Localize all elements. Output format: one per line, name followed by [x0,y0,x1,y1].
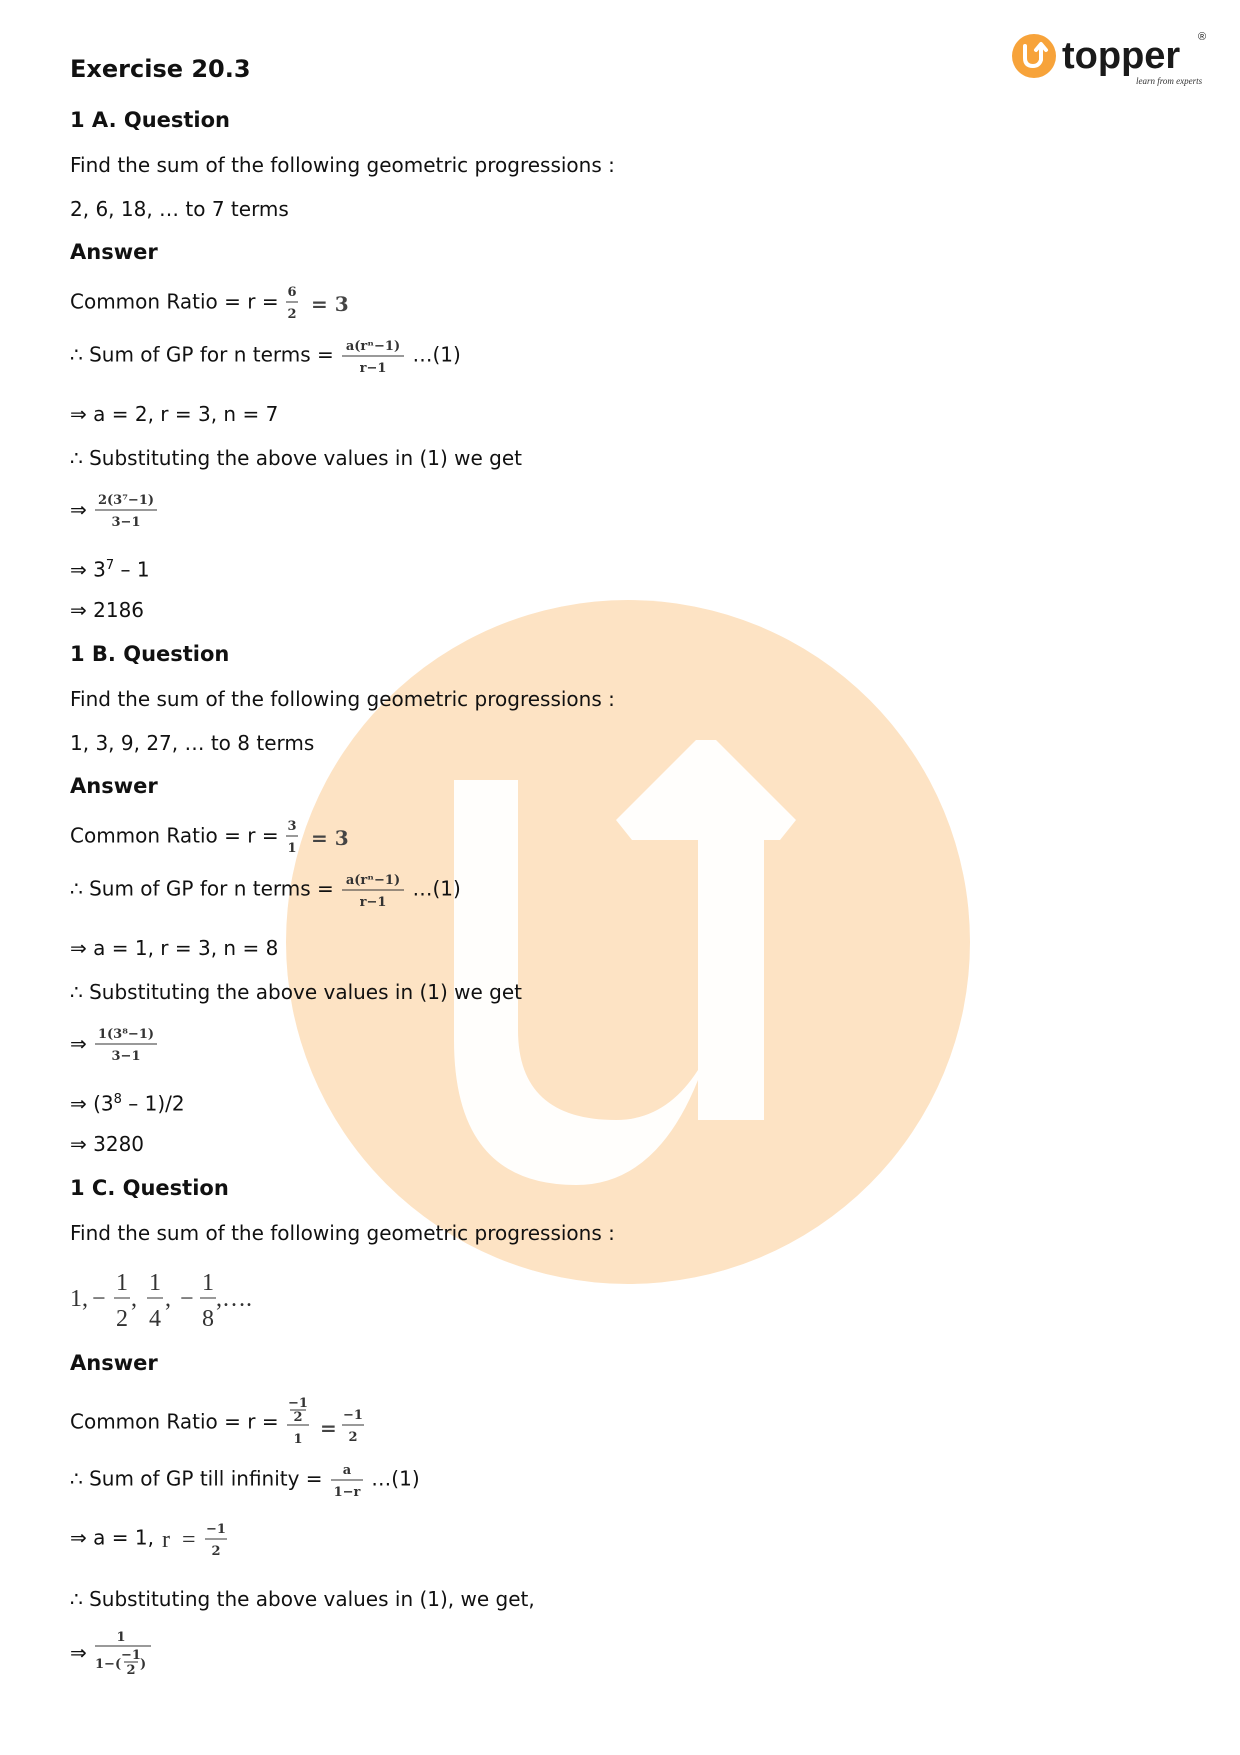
q1a-ratio-num: 6 [287,285,297,300]
q1a-step1-fraction [93,490,159,532]
q1c-values-eq: = [182,1527,196,1553]
q1c-term2-num: 1 [116,1270,128,1296]
q1c-sum-line [70,1460,420,1500]
q1c-series-expression [70,1264,260,1332]
q1c-values-num: −1 [206,1522,227,1537]
q1c-ratio-compound-fraction [285,1395,367,1451]
q1a-sum-num: a(rⁿ−1) [346,339,401,354]
q1a-result: ⇒ 2186 [70,598,145,622]
q1a-step2-base: ⇒ 3 [70,557,106,582]
q1c-term2-sign: − [92,1286,106,1312]
logo-brand: topper [1062,35,1181,77]
q1a-heading: 1 A. Question [70,108,231,132]
q1a-sum-line [70,336,461,376]
q1a-step2 [70,553,150,583]
q1c-term3-den: 4 [149,1306,161,1332]
q1c-final-den-post: ) [140,1657,147,1672]
logo-registered: ® [1198,31,1207,43]
q1c-ratio-res-den: 2 [348,1430,358,1445]
q1c-sum-num: a [342,1463,352,1478]
q1c-heading: 1 C. Question [70,1176,229,1200]
q1b-substitution: ∴ Substituting the above values in (1) we get [70,980,523,1004]
q1c-series [70,1264,260,1338]
q1a-sum-ref: …(1) [412,342,461,367]
q1a-substitution: ∴ Substituting the above values in (1) we get [70,446,523,470]
q1c-ratio-line [70,1395,367,1451]
q1a-answer-label: Answer [70,240,158,264]
q1b-sum-num: a(rⁿ−1) [346,873,401,888]
q1c-sep1: , [131,1286,137,1312]
q1c-final-num: 1 [116,1630,126,1645]
q1b-step1-arrow: ⇒ [70,1031,87,1056]
q1b-ratio-line [70,817,355,857]
q1b-step1-den: 3−1 [111,1049,141,1064]
q1a-sum-fraction [340,336,406,376]
q1b-step2 [70,1087,185,1117]
q1c-ratio-text: Common Ratio = r = [70,1409,279,1434]
logo-circle-icon [1012,34,1056,78]
page-title: Exercise 20.3 [70,55,251,83]
q1c-values-text: ⇒ a = 1, [70,1525,154,1550]
q1c-values-expression [160,1519,232,1559]
q1c-term1: 1, [70,1286,88,1312]
q1c-substitution: ∴ Substituting the above values in (1), we get, [70,1587,535,1611]
q1b-ratio-num: 3 [287,819,297,834]
q1b-series: 1, 3, 9, 27, … to 8 terms [70,731,315,755]
q1b-sum-line [70,870,461,910]
q1a-step1-den: 3−1 [111,515,141,530]
q1a-series: 2, 6, 18, … to 7 terms [70,197,289,221]
q1a-step1 [70,490,159,532]
q1c-step1 [70,1628,155,1680]
q1c-sum-text: ∴ Sum of GP till infinity = [70,1466,323,1491]
q1b-prompt: Find the sum of the following geometric progressions : [70,687,615,711]
q1b-answer-label: Answer [70,774,158,798]
q1c-sum-ref: …(1) [371,1466,420,1491]
q1c-final-den-pre: 1−( [95,1657,122,1672]
q1b-sum-fraction [340,870,406,910]
q1a-sum-text: ∴ Sum of GP for n terms = [70,342,334,367]
q1c-values-line [70,1519,232,1559]
q1c-values-den: 2 [211,1544,221,1559]
q1c-step1-arrow: ⇒ [70,1640,87,1665]
q1c-values-r: r [162,1527,171,1553]
q1c-tail: ,…. [216,1286,252,1312]
q1c-ratio-top-num: −1 [287,1396,308,1411]
q1b-ratio-eq: = 3 [311,826,349,850]
q1b-step2-base: ⇒ (3 [70,1091,114,1116]
q1c-answer-label: Answer [70,1351,158,1375]
q1b-sum-ref: …(1) [412,876,461,901]
q1c-term2-den: 2 [116,1306,128,1332]
q1b-step2-exp: 8 [113,1092,122,1107]
q1c-ratio-eq: = [319,1416,337,1440]
q1b-heading: 1 B. Question [70,642,230,666]
q1a-sum-den: r−1 [359,361,387,376]
q1b-ratio-fraction [285,817,299,857]
q1a-step2-exp: 7 [105,558,115,573]
q1b-sum-den: r−1 [359,895,387,910]
q1b-result: ⇒ 3280 [70,1132,145,1156]
q1b-ratio-den: 1 [287,841,297,856]
q1a-prompt: Find the sum of the following geometric progressions : [70,153,615,177]
q1c-term4-sign: − [180,1286,194,1312]
q1c-final-den-in-num: −1 [121,1648,142,1663]
q1c-term3-num: 1 [149,1270,161,1296]
q1c-prompt: Find the sum of the following geometric progressions : [70,1221,615,1245]
q1a-values: ⇒ a = 2, r = 3, n = 7 [70,402,279,426]
q1c-ratio-res-num: −1 [342,1408,363,1423]
q1b-sum-text: ∴ Sum of GP for n terms = [70,876,334,901]
q1c-term4-den: 8 [202,1306,214,1332]
q1b-step1-fraction [93,1024,159,1066]
q1c-ratio-bottom: 1 [293,1432,303,1447]
logo-tagline: learn from experts [1136,76,1203,86]
q1b-values: ⇒ a = 1, r = 3, n = 8 [70,936,279,960]
q1b-step1 [70,1024,159,1066]
q1a-step2-rest: – 1 [114,557,150,582]
q1b-ratio-text: Common Ratio = r = [70,823,279,848]
q1c-sum-fraction [329,1460,365,1500]
q1b-step1-num: 1(3⁸−1) [98,1027,155,1042]
q1c-final-fraction [93,1628,155,1680]
q1a-ratio-text: Common Ratio = r = [70,289,279,314]
q1a-ratio-den: 2 [287,307,297,322]
q1c-sep2: , [165,1286,171,1312]
q1a-ratio-line [70,283,355,323]
q1a-ratio-eq: = 3 [311,292,349,316]
topper-logo [1010,28,1210,92]
q1c-final-den-in-den: 2 [126,1663,136,1678]
q1c-term4-num: 1 [202,1270,214,1296]
q1a-step1-arrow: ⇒ [70,497,87,522]
q1c-ratio-top-den: 2 [293,1410,303,1425]
q1a-step1-num: 2(3⁷−1) [98,493,155,508]
q1b-step2-rest: – 1)/2 [121,1091,185,1116]
q1a-ratio-fraction [285,283,299,323]
q1c-sum-den: 1−r [333,1485,361,1500]
